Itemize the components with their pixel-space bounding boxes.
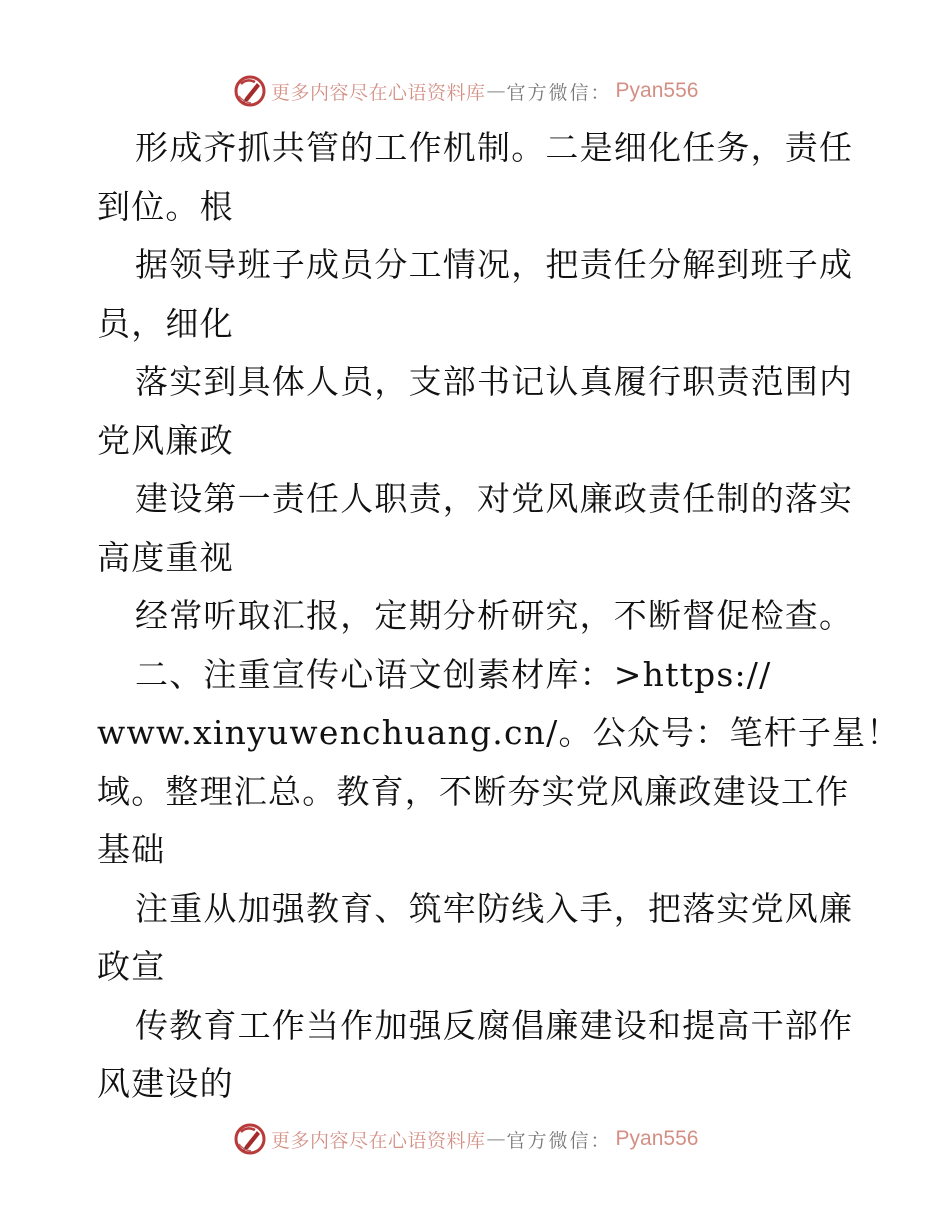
header-watermark-banner (233, 71, 698, 111)
text-line: 二、注重宣传心语文创素材库：>https:// (135, 654, 772, 694)
text-line: 经常听取汇报，定期分析研究，不断督促检查。 (135, 596, 854, 635)
text-line-url: www.xinyuwenchuang.cn/。公众号：笔杆子星！ (97, 713, 901, 752)
text-line: 建设第一责任人职责，对党风廉政责任制的落实 (135, 479, 854, 518)
text-line: 党风廉政 (97, 420, 234, 460)
text-line: 政宣 (97, 947, 166, 986)
text-line: 落实到具体人员，支部书记认真履行职责范围内 (135, 362, 854, 401)
brand-text: 更多内容尽在心语资料库 (271, 81, 486, 104)
text-line: 形成齐抓共管的工作机制。二是细化任务，责任 (135, 128, 854, 167)
text-line: 基础 (97, 830, 166, 869)
text-line: 风建设的 (97, 1064, 234, 1103)
text-line: 注重从加强教育、筑牢防线入手，把落实党风廉 (135, 888, 854, 928)
text-line: 据领导班子成员分工情况，把责任分解到班子成 (135, 245, 854, 284)
text-line: 高度重视 (97, 537, 234, 577)
wechat-id: Pyan556 (615, 79, 699, 102)
text-line: 到位。根 (97, 186, 234, 226)
wechat-id: Pyan556 (615, 1127, 699, 1150)
footer-watermark-banner (233, 1119, 698, 1159)
separator: — (486, 1128, 506, 1150)
brand-text: 更多内容尽在心语资料库 (271, 1129, 486, 1152)
text-line: 传教育工作当作加强反腐倡廉建设和提高干部作 (135, 1005, 854, 1045)
text-line: 员，细化 (97, 303, 234, 343)
wechat-label: 官方微信： (506, 1129, 612, 1152)
wechat-label: 官方微信： (506, 81, 612, 104)
document-body (97, 125, 901, 1120)
quill-pen-logo-icon (233, 1122, 267, 1156)
separator: — (486, 80, 506, 102)
text-line: 域。整理汇总。教育，不断夯实党风廉政建设工作 (97, 771, 850, 811)
quill-pen-logo-icon (233, 74, 267, 108)
